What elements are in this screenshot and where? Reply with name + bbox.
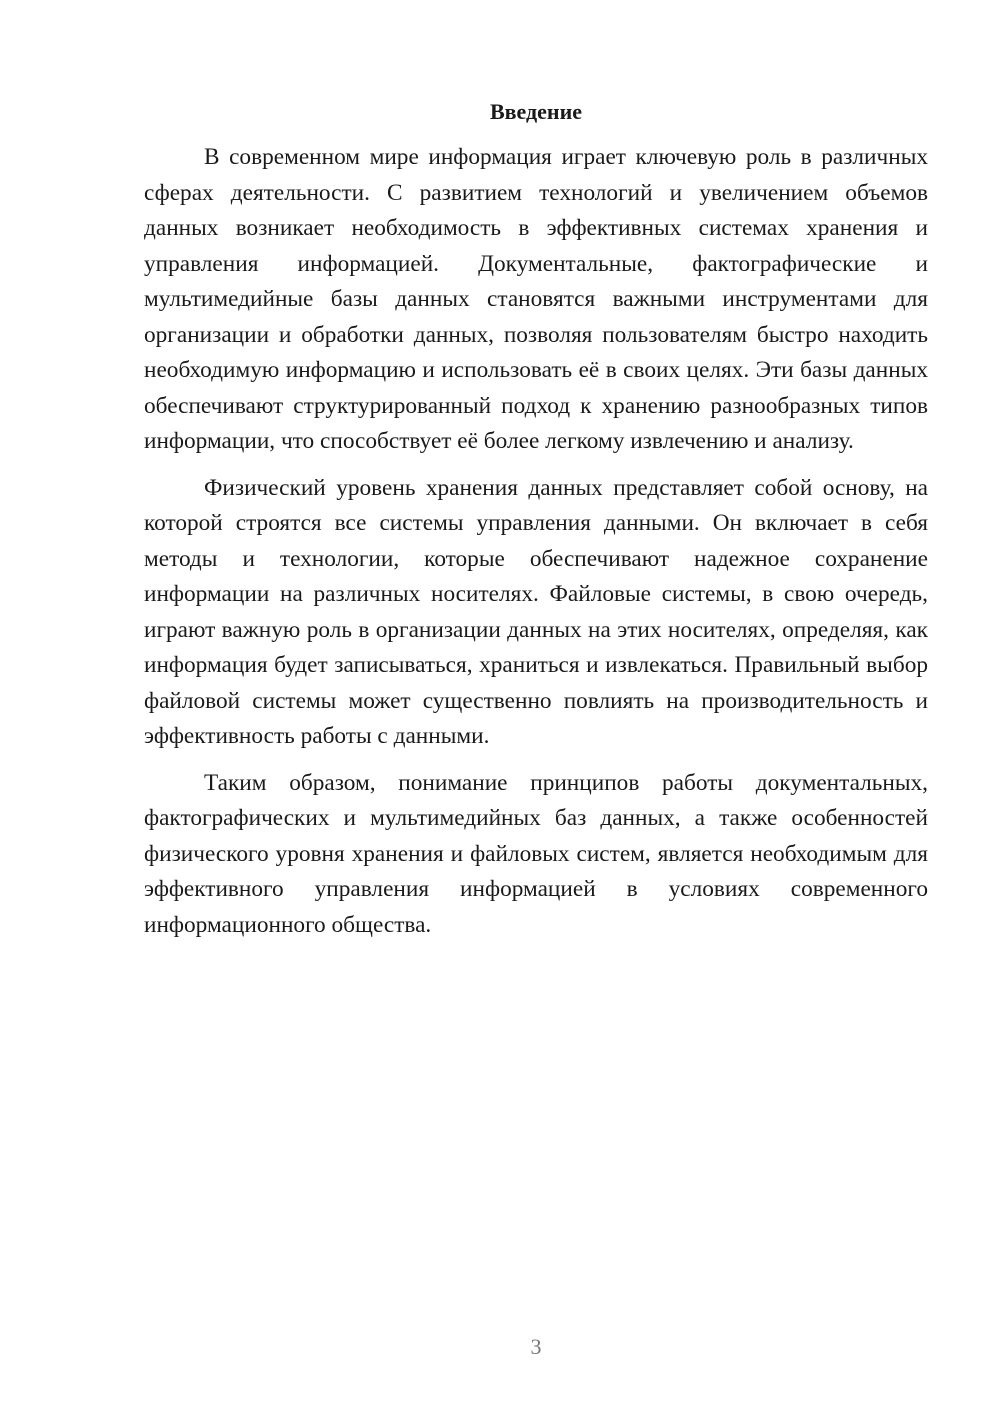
document-body <box>144 140 928 954</box>
page-number: 3 <box>530 1334 542 1359</box>
paragraph-3: Таким образом, понимание принципов работы документальных, фактографических и мультимедийных баз данных, а также особенностей физического уровня хранения и файловых систем, является необходимым для эффективного управления информацией в условиях современного информационного общества. <box>144 769 928 938</box>
paragraph-1: В современном мире информация играет ключевую роль в различных сферах деятельности. С развитием технологий и увеличением объемов данных возникает необходимость в эффективных системах хранения и управления информацией. Документальные, фактографические и мультимедийные базы данных становятся важными инструментами для организации и обработки данных, позволяя пользователям быстро находить необходимую информацию и использовать её в своих целях. Эти базы данных обеспечивают структурированный подход к хранению разнообразных типов информации, что способствует её более легкому извлечению и анализу. <box>144 144 928 454</box>
section-heading: Введение <box>489 99 583 124</box>
paragraph-2: Физический уровень хранения данных представляет собой основу, на которой строятся все системы управления данными. Он включает в себя методы и технологии, которые обеспечивают надежное сохранение информации на различных носителях. Файловые системы, в свою очередь, играют важную роль в организации данных на этих носителях, определяя, как информация будет записываться, храниться и извлекаться. Правильный выбор файловой системы может существенно повлиять на производительность и эффективность работы с данными. <box>144 474 928 749</box>
